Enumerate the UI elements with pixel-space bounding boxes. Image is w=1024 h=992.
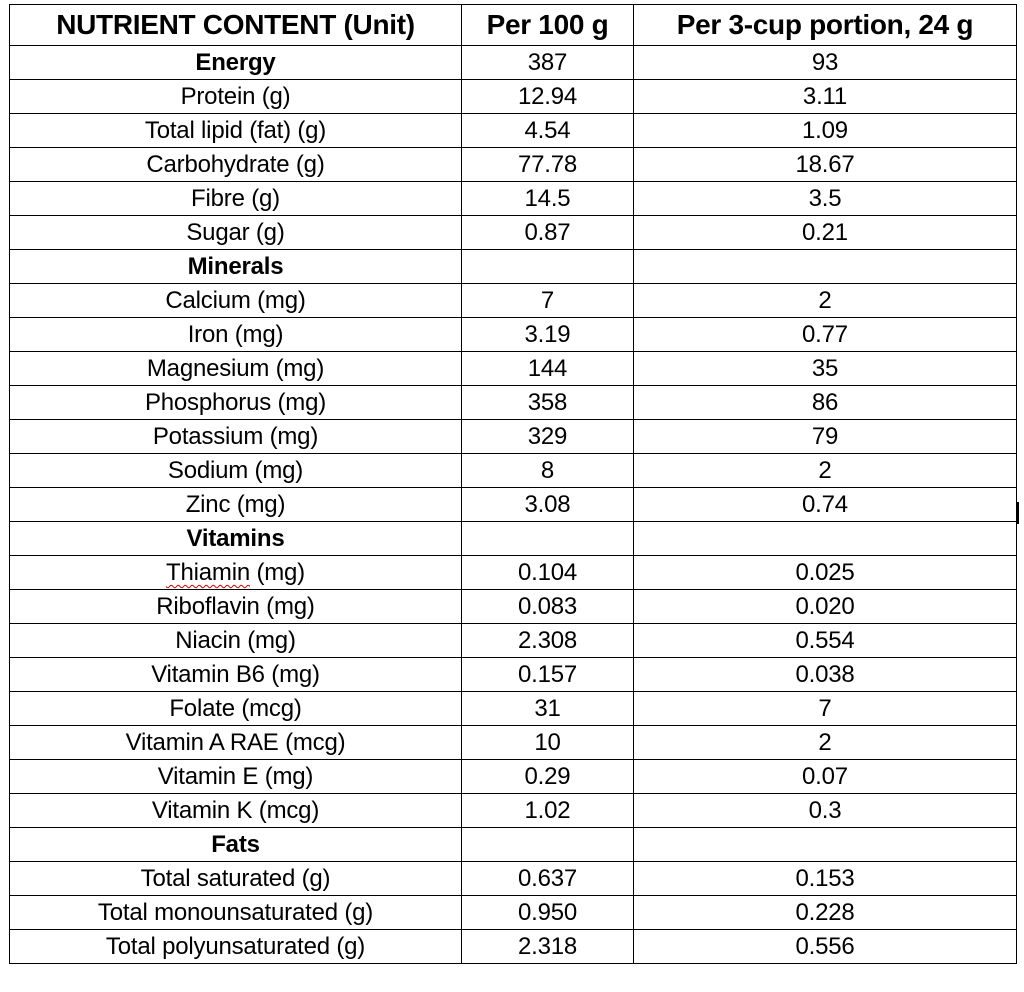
nutrient-name: Niacin (mg) (10, 624, 462, 658)
header-row (10, 5, 1017, 46)
per-100g-value: 7 (462, 284, 634, 318)
section-heading: Minerals (10, 250, 462, 284)
table-row (10, 114, 1017, 148)
section-heading: Vitamins (10, 522, 462, 556)
table-row (10, 182, 1017, 216)
table-row (10, 658, 1017, 692)
per-portion-value: 2 (634, 454, 1017, 488)
per-100g-value: 10 (462, 726, 634, 760)
nutrient-name: Total polyunsaturated (g) (10, 930, 462, 964)
per-100g-value: 77.78 (462, 148, 634, 182)
table-row (10, 386, 1017, 420)
per-portion-value: 2 (634, 726, 1017, 760)
per-portion-value: 7 (634, 692, 1017, 726)
per-100g-value: 3.08 (462, 488, 634, 522)
per-portion-value: 0.77 (634, 318, 1017, 352)
nutrient-name: Potassium (mg) (10, 420, 462, 454)
per-portion-value: 93 (634, 46, 1017, 80)
header-per-portion: Per 3-cup portion, 24 g (634, 5, 1017, 46)
section-row (10, 250, 1017, 284)
per-100g-value: 0.157 (462, 658, 634, 692)
section-heading: Energy (10, 46, 462, 80)
per-100g-value: 2.318 (462, 930, 634, 964)
table-row (10, 352, 1017, 386)
header-per-100g: Per 100 g (462, 5, 634, 46)
per-100g-value: 31 (462, 692, 634, 726)
nutrient-name: Vitamin K (mcg) (10, 794, 462, 828)
table-row (10, 896, 1017, 930)
nutrient-name: Calcium (mg) (10, 284, 462, 318)
per-100g-value: 2.308 (462, 624, 634, 658)
table-row (10, 454, 1017, 488)
per-100g-value: 8 (462, 454, 634, 488)
table-row (10, 760, 1017, 794)
per-portion-value: 0.21 (634, 216, 1017, 250)
text-cursor (1017, 502, 1019, 524)
per-portion-value: 0.020 (634, 590, 1017, 624)
per-portion-value: 3.5 (634, 182, 1017, 216)
per-portion-value: 1.09 (634, 114, 1017, 148)
per-100g-value: 144 (462, 352, 634, 386)
per-100g-value: 0.104 (462, 556, 634, 590)
per-portion-value: 0.07 (634, 760, 1017, 794)
section-row (10, 828, 1017, 862)
table-row (10, 80, 1017, 114)
table-row (10, 692, 1017, 726)
table-row (10, 794, 1017, 828)
table-row (10, 556, 1017, 590)
per-100g-value: 3.19 (462, 318, 634, 352)
nutrient-name: Vitamin E (mg) (10, 760, 462, 794)
per-100g-value: 0.083 (462, 590, 634, 624)
per-portion-value: 0.038 (634, 658, 1017, 692)
per-100g-value: 0.637 (462, 862, 634, 896)
per-portion-value: 79 (634, 420, 1017, 454)
per-100g-value: 12.94 (462, 80, 634, 114)
per-100g-value: 0.29 (462, 760, 634, 794)
per-portion-value (634, 250, 1017, 284)
per-100g-value: 387 (462, 46, 634, 80)
table-body (10, 46, 1017, 964)
table-row (10, 216, 1017, 250)
nutrient-name: Sugar (g) (10, 216, 462, 250)
table-row (10, 590, 1017, 624)
nutrient-name: Protein (g) (10, 80, 462, 114)
per-portion-value: 0.74 (634, 488, 1017, 522)
per-portion-value: 0.556 (634, 930, 1017, 964)
per-100g-value: 0.950 (462, 896, 634, 930)
table-row (10, 624, 1017, 658)
nutrient-name: Iron (mg) (10, 318, 462, 352)
section-row (10, 46, 1017, 80)
per-100g-value: 1.02 (462, 794, 634, 828)
table-row (10, 488, 1017, 522)
nutrient-name: Total monounsaturated (g) (10, 896, 462, 930)
nutrient-name: Folate (mcg) (10, 692, 462, 726)
section-row (10, 522, 1017, 556)
per-portion-value (634, 522, 1017, 556)
per-100g-value (462, 828, 634, 862)
nutrient-name: Sodium (mg) (10, 454, 462, 488)
table-row (10, 148, 1017, 182)
per-portion-value: 3.11 (634, 80, 1017, 114)
nutrient-name: Riboflavin (mg) (10, 590, 462, 624)
table-row (10, 284, 1017, 318)
per-100g-value: 329 (462, 420, 634, 454)
per-100g-value (462, 522, 634, 556)
per-100g-value (462, 250, 634, 284)
nutrient-name: Total saturated (g) (10, 862, 462, 896)
per-portion-value: 0.554 (634, 624, 1017, 658)
per-portion-value: 18.67 (634, 148, 1017, 182)
per-100g-value: 358 (462, 386, 634, 420)
per-portion-value: 86 (634, 386, 1017, 420)
spellcheck-word: Thiamin (166, 559, 250, 586)
nutrient-name: Thiamin (mg) (10, 556, 462, 590)
nutrient-name: Total lipid (fat) (g) (10, 114, 462, 148)
nutrient-name: Vitamin A RAE (mcg) (10, 726, 462, 760)
per-portion-value: 2 (634, 284, 1017, 318)
table-row (10, 862, 1017, 896)
per-portion-value: 0.3 (634, 794, 1017, 828)
table-row (10, 318, 1017, 352)
table-row (10, 420, 1017, 454)
nutrient-name: Fibre (g) (10, 182, 462, 216)
per-portion-value: 0.228 (634, 896, 1017, 930)
per-portion-value: 0.153 (634, 862, 1017, 896)
per-100g-value: 14.5 (462, 182, 634, 216)
table-row (10, 930, 1017, 964)
table-header (10, 5, 1017, 46)
header-nutrient-content: NUTRIENT CONTENT (Unit) (10, 5, 462, 46)
nutrient-table (9, 4, 1017, 964)
nutrient-name: Magnesium (mg) (10, 352, 462, 386)
per-portion-value (634, 828, 1017, 862)
per-portion-value: 35 (634, 352, 1017, 386)
nutrient-name: Vitamin B6 (mg) (10, 658, 462, 692)
table-row (10, 726, 1017, 760)
per-100g-value: 4.54 (462, 114, 634, 148)
nutrient-name: Zinc (mg) (10, 488, 462, 522)
section-heading: Fats (10, 828, 462, 862)
per-100g-value: 0.87 (462, 216, 634, 250)
nutrient-name: Carbohydrate (g) (10, 148, 462, 182)
nutrient-name: Phosphorus (mg) (10, 386, 462, 420)
per-portion-value: 0.025 (634, 556, 1017, 590)
